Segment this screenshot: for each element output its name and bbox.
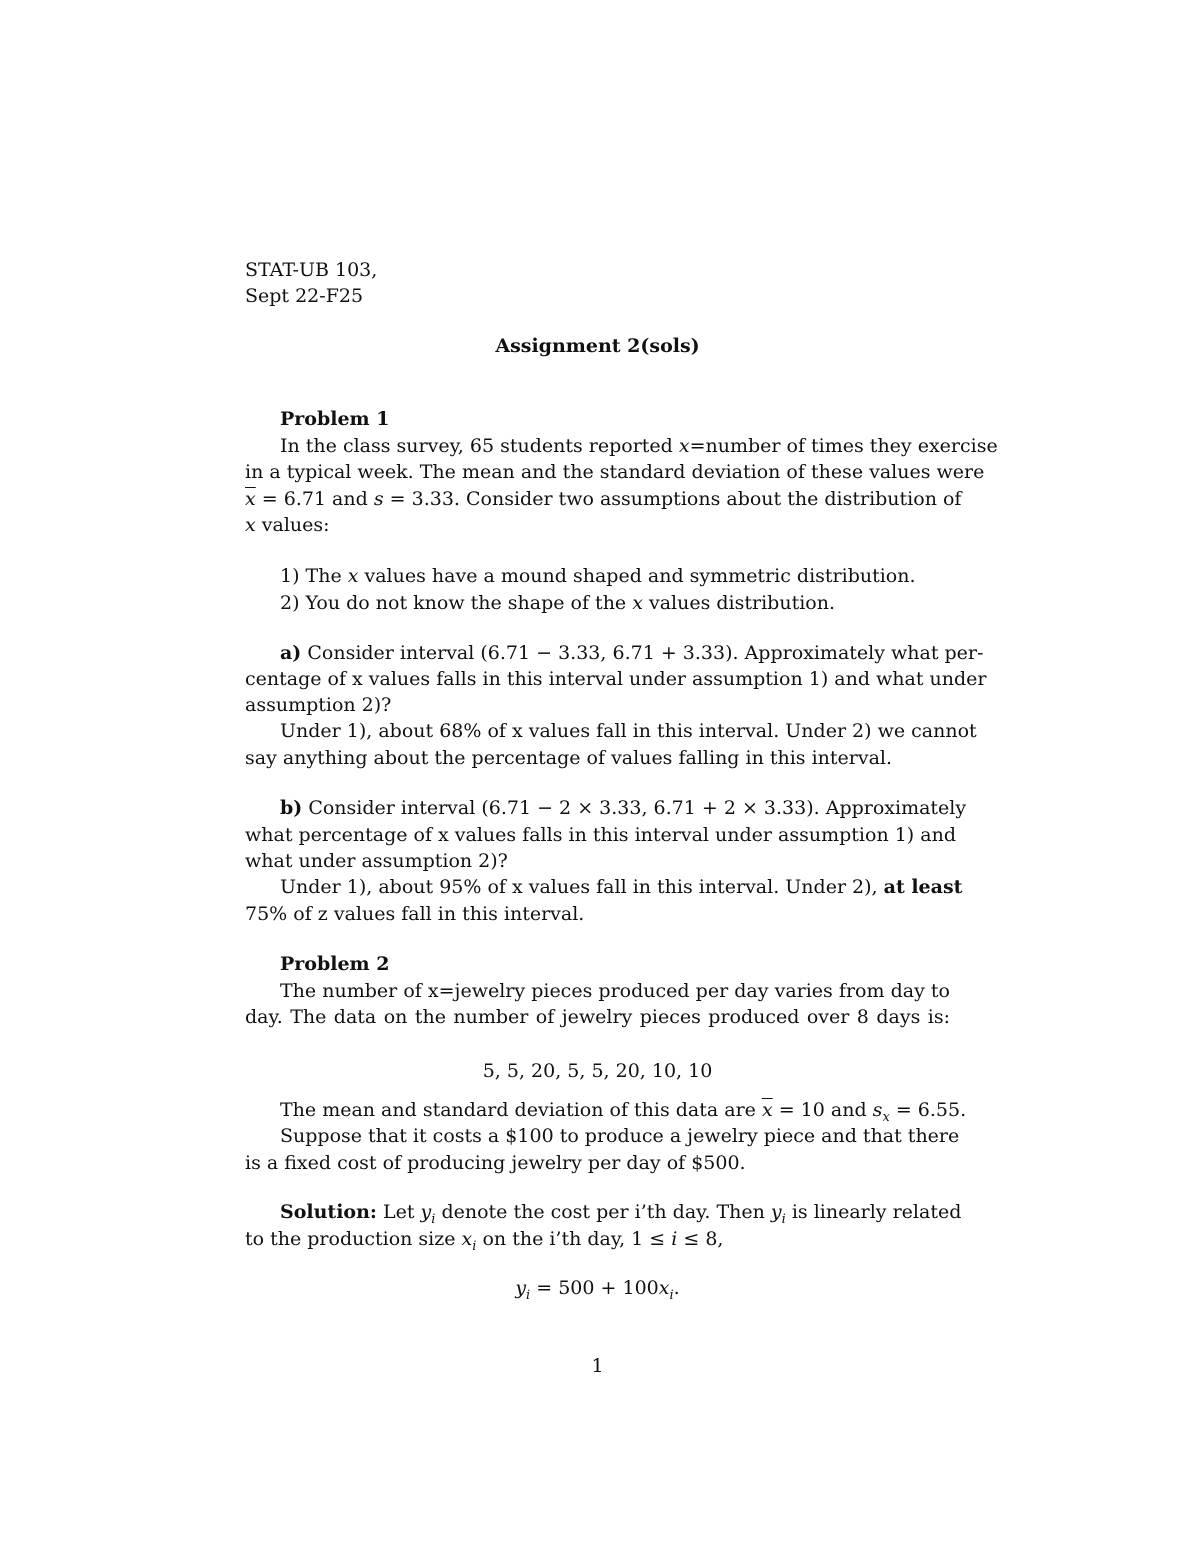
part-a-question-line-2: centage of x values falls in this interval under assumption 1) and what under: [245, 668, 987, 690]
problem-2-heading: Problem 2: [280, 953, 390, 975]
assignment-date: Sept 22-F25: [245, 285, 364, 307]
cost-equation: $y_i = 500 + 100x_i$.: [515, 1277, 680, 1303]
part-a-question-line-3: assumption 2)?: [245, 694, 392, 716]
problem-2-cost-line-1: Suppose that it costs a $100 to produce a jewelry piece and that there: [280, 1125, 960, 1147]
part-b-answer-line-2: 75% of z values fall in this interval.: [245, 903, 585, 925]
solution-line-1: Solution: Let $y_i$ denote the cost per i’th day. Then $y_i$ is linearly related: [280, 1201, 962, 1227]
solution-line-2: to the production size $x_i$ on the i’th day, 1 ≤ i ≤ 8,: [245, 1228, 724, 1254]
problem-1-intro-line-1: In the class survey, 65 students reported x=number of times they exercise: [280, 435, 998, 457]
part-a-question-line-1: a) Consider interval (6.71 − 3.33, 6.71 + 3.33). Approximately what per-: [280, 642, 984, 664]
problem-2-cost-line-2: is a fixed cost of producing jewelry per day of $500.: [245, 1152, 746, 1174]
problem-1-intro-line-4: x values:: [245, 514, 330, 536]
part-a-answer-line-1: Under 1), about 68% of x values fall in this interval. Under 2) we cannot: [280, 720, 977, 742]
problem-2-line-2: day. The data on the number of jewelry pieces produced over 8 days is:: [245, 1006, 950, 1028]
data-values: 5, 5, 20, 5, 5, 20, 10, 10: [482, 1060, 713, 1082]
problem-1-heading: Problem 1: [280, 408, 390, 430]
problem-1-intro-line-2: in a typical week. The mean and the standard deviation of these values were: [245, 461, 985, 483]
problem-1-intro-line-3: $\overline{x} = 6.71$ and s = 3.33. Consider two assumptions about the distribution of: [245, 488, 962, 510]
assumption-2: 2) You do not know the shape of the x values distribution.: [280, 592, 835, 614]
part-a-answer-line-2: say anything about the percentage of values falling in this interval.: [245, 747, 893, 769]
course-code: STAT-UB 103,: [245, 259, 378, 281]
part-b-question-line-3: what under assumption 2)?: [245, 850, 508, 872]
page-number: 1: [591, 1355, 604, 1377]
document-title: Assignment 2(sols): [495, 335, 700, 357]
part-b-question-line-2: what percentage of x values falls in this interval under assumption 1) and: [245, 824, 956, 846]
problem-2-stats: The mean and standard deviation of this data are $\overline{x} = 10$ and $s_x = 6.55$.: [280, 1099, 967, 1125]
part-b-answer-line-1: Under 1), about 95% of x values fall in this interval. Under 2), at least: [280, 876, 963, 898]
part-b-question-line-1: b) Consider interval (6.71 − 2 × 3.33, 6.71 + 2 × 3.33). Approximately: [280, 797, 967, 819]
assumption-1: 1) The x values have a mound shaped and symmetric distribution.: [280, 565, 916, 587]
problem-2-line-1: The number of x=jewelry pieces produced per day varies from day to: [280, 980, 950, 1002]
